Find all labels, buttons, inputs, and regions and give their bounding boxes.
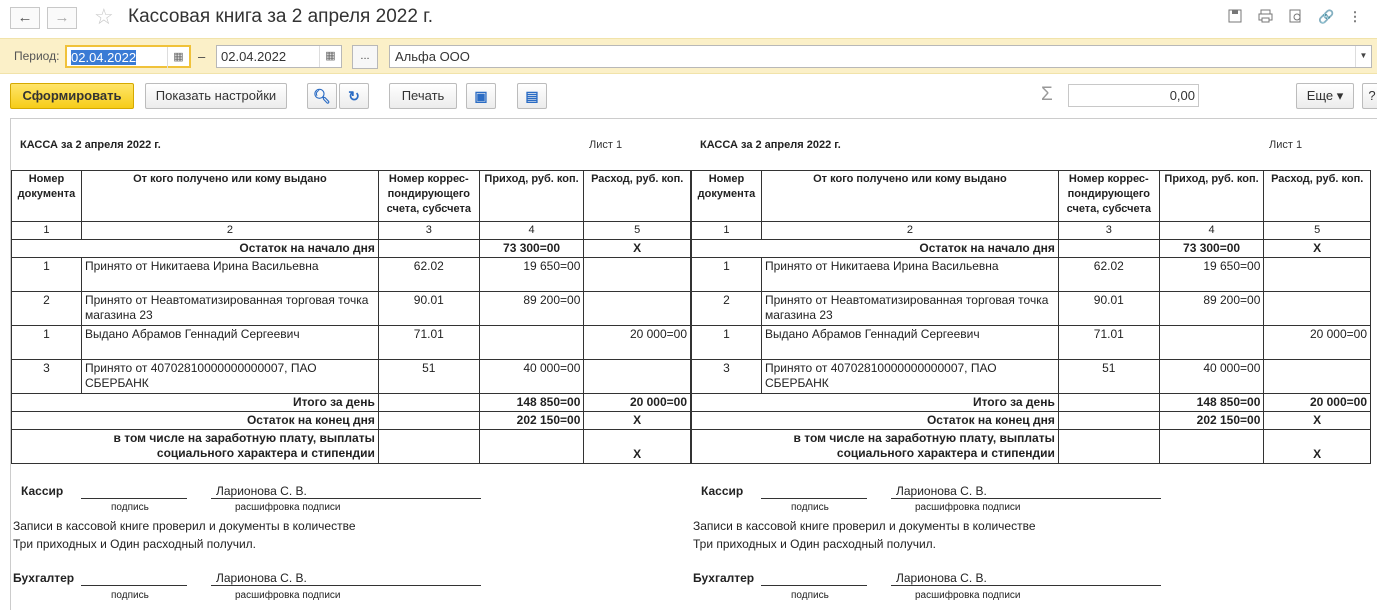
accountant-name: Ларионова С. В. bbox=[896, 571, 987, 585]
row-who: Выдано Абрамов Геннадий Сергеевич bbox=[81, 326, 378, 360]
more-button[interactable]: Еще ▾ bbox=[1296, 83, 1354, 109]
calendar-icon[interactable]: ▦ bbox=[319, 46, 341, 67]
row-who: Принято от 40702810000000000007, ПАО СБЕРБАНК bbox=[761, 360, 1058, 394]
row-doc: 1 bbox=[692, 326, 762, 360]
date-to-field[interactable]: 02.04.2022 ▦ bbox=[216, 45, 342, 68]
col-num: 4 bbox=[1159, 222, 1264, 240]
check-note: Записи в кассовой книге проверил и документы в количестве bbox=[693, 519, 1036, 533]
received-note: Три приходных и Один расходный получил. bbox=[693, 537, 936, 551]
row-expense bbox=[1264, 360, 1371, 394]
cashier-name-line bbox=[891, 498, 1161, 499]
table-row bbox=[692, 360, 1371, 394]
row-expense bbox=[1264, 258, 1371, 292]
row-doc: 1 bbox=[12, 326, 82, 360]
total-row bbox=[12, 394, 691, 412]
salary-row bbox=[692, 430, 1371, 464]
col-num: 5 bbox=[1264, 222, 1371, 240]
search-icon[interactable]: 🔍︎ bbox=[307, 83, 337, 109]
table-row bbox=[12, 360, 691, 394]
opening-expense: X bbox=[584, 240, 691, 258]
cashier-sign-line bbox=[81, 498, 187, 499]
col-num: 1 bbox=[692, 222, 762, 240]
back-button[interactable]: ← bbox=[10, 7, 40, 29]
col-num: 2 bbox=[81, 222, 378, 240]
header-doc: Номер документа bbox=[12, 171, 82, 222]
favorite-star-icon[interactable]: ☆ bbox=[94, 4, 114, 29]
report-page-left bbox=[11, 119, 691, 610]
col-num: 3 bbox=[1058, 222, 1159, 240]
row-who: Принято от 40702810000000000007, ПАО СБЕРБАНК bbox=[81, 360, 378, 394]
generate-button[interactable]: Сформировать bbox=[10, 83, 134, 109]
accountant-decode-caption: расшифровка подписи bbox=[235, 590, 341, 601]
header-row bbox=[692, 171, 1371, 222]
opening-label: Остаток на начало дня bbox=[692, 240, 1059, 258]
help-button[interactable]: ? bbox=[1362, 83, 1377, 109]
row-doc: 1 bbox=[692, 258, 762, 292]
accountant-sign-caption: подпись bbox=[791, 590, 829, 601]
header-who: От кого получено или кому выдано bbox=[81, 171, 378, 222]
salary-label: в том числе на заработную плату, выплаты социального характера и стипендии bbox=[692, 430, 1059, 464]
total-income: 148 850=00 bbox=[479, 394, 584, 412]
salary-row bbox=[12, 430, 691, 464]
sheet-number: Лист 1 bbox=[589, 139, 623, 151]
accountant-sign-caption: подпись bbox=[111, 590, 149, 601]
header-doc: Номер документа bbox=[692, 171, 762, 222]
report-title: КАССА за 2 апреля 2022 г. bbox=[700, 139, 841, 151]
table-row bbox=[12, 292, 691, 326]
table-row bbox=[12, 326, 691, 360]
period-dash: – bbox=[198, 49, 206, 64]
cash-table bbox=[11, 170, 691, 464]
closing-expense: X bbox=[584, 412, 691, 430]
row-income: 19 650=00 bbox=[1159, 258, 1264, 292]
closing-income: 202 150=00 bbox=[479, 412, 584, 430]
period-label: Период: bbox=[14, 49, 60, 63]
report-area bbox=[10, 118, 1377, 610]
calendar-icon[interactable]: ▦ bbox=[167, 47, 189, 68]
column-number-row bbox=[12, 222, 691, 240]
sum-field: 0,00 bbox=[1068, 84, 1199, 107]
report-title: КАССА за 2 апреля 2022 г. bbox=[20, 139, 161, 151]
opening-label: Остаток на начало дня bbox=[12, 240, 379, 258]
print-button[interactable]: Печать bbox=[389, 83, 457, 109]
opening-row bbox=[692, 240, 1371, 258]
total-row bbox=[692, 394, 1371, 412]
print-icon[interactable] bbox=[1257, 9, 1273, 25]
row-account: 71.01 bbox=[378, 326, 479, 360]
row-doc: 3 bbox=[12, 360, 82, 394]
report-page-right bbox=[691, 119, 1371, 610]
col-num: 2 bbox=[761, 222, 1058, 240]
closing-label: Остаток на конец дня bbox=[12, 412, 379, 430]
cashier-name-line bbox=[211, 498, 481, 499]
select-period-button[interactable]: ... bbox=[352, 45, 378, 69]
col-num: 5 bbox=[584, 222, 691, 240]
received-note: Три приходных и Один расходный получил. bbox=[13, 537, 256, 551]
save-icon[interactable] bbox=[1227, 9, 1243, 25]
row-account: 71.01 bbox=[1058, 326, 1159, 360]
date-from-field[interactable]: 02.04.2022 ▦ bbox=[65, 45, 191, 68]
accountant-sign-line bbox=[81, 585, 187, 586]
salary-expense: X bbox=[1264, 430, 1371, 464]
table-row bbox=[692, 326, 1371, 360]
row-who: Принято от Никитаева Ирина Васильевна bbox=[81, 258, 378, 292]
header-income: Приход, руб. коп. bbox=[1159, 171, 1264, 222]
cash-table bbox=[691, 170, 1371, 464]
accountant-label: Бухгалтер bbox=[693, 571, 755, 585]
sum-icon: Σ bbox=[1041, 84, 1053, 105]
row-expense: 20 000=00 bbox=[1264, 326, 1371, 360]
preview-icon[interactable] bbox=[1288, 9, 1304, 25]
row-income: 40 000=00 bbox=[1159, 360, 1264, 394]
row-expense bbox=[584, 292, 691, 326]
preview-icon[interactable]: ▣ bbox=[466, 83, 496, 109]
total-label: Итого за день bbox=[12, 394, 379, 412]
accountant-label: Бухгалтер bbox=[13, 571, 75, 585]
row-who: Принято от Неавтоматизированная торговая точка магазина 23 bbox=[761, 292, 1058, 326]
row-account: 51 bbox=[1058, 360, 1159, 394]
total-label: Итого за день bbox=[692, 394, 1059, 412]
cashier-decode-caption: расшифровка подписи bbox=[235, 502, 341, 513]
column-number-row bbox=[692, 222, 1371, 240]
cashier-sign-caption: подпись bbox=[791, 502, 829, 513]
closing-label: Остаток на конец дня bbox=[692, 412, 1059, 430]
col-num: 1 bbox=[12, 222, 82, 240]
salary-expense: X bbox=[584, 430, 691, 464]
cashier-name: Ларионова С. В. bbox=[216, 484, 307, 498]
table-row bbox=[692, 258, 1371, 292]
closing-income: 202 150=00 bbox=[1159, 412, 1264, 430]
row-doc: 1 bbox=[12, 258, 82, 292]
salary-label: в том числе на заработную плату, выплаты социального характера и стипендии bbox=[12, 430, 379, 464]
row-who: Принято от Неавтоматизированная торговая точка магазина 23 bbox=[81, 292, 378, 326]
opening-row bbox=[12, 240, 691, 258]
check-note: Записи в кассовой книге проверил и документы в количестве bbox=[13, 519, 356, 533]
col-num: 4 bbox=[479, 222, 584, 240]
accountant-sign-line bbox=[761, 585, 867, 586]
closing-row bbox=[12, 412, 691, 430]
link-icon[interactable]: 🔗 bbox=[1318, 9, 1335, 24]
row-doc: 2 bbox=[692, 292, 762, 326]
closing-expense: X bbox=[1264, 412, 1371, 430]
header-row bbox=[12, 171, 691, 222]
header-expense: Расход, руб. коп. bbox=[1264, 171, 1371, 222]
accountant-name: Ларионова С. В. bbox=[216, 571, 307, 585]
filter-bar bbox=[0, 38, 1377, 74]
col-num: 3 bbox=[378, 222, 479, 240]
row-doc: 3 bbox=[692, 360, 762, 394]
forward-button[interactable]: → bbox=[47, 7, 77, 29]
closing-row bbox=[692, 412, 1371, 430]
row-income: 89 200=00 bbox=[479, 292, 584, 326]
row-account: 62.02 bbox=[1058, 258, 1159, 292]
row-account: 90.01 bbox=[1058, 292, 1159, 326]
sheet-number: Лист 1 bbox=[1269, 139, 1303, 151]
row-expense bbox=[584, 360, 691, 394]
table-row bbox=[12, 258, 691, 292]
row-income: 40 000=00 bbox=[479, 360, 584, 394]
show-settings-button[interactable]: Показать настройки bbox=[145, 83, 287, 109]
dropdown-icon[interactable]: ▼ bbox=[1355, 46, 1371, 67]
row-expense: 20 000=00 bbox=[584, 326, 691, 360]
cashier-sign-caption: подпись bbox=[111, 502, 149, 513]
row-who: Выдано Абрамов Геннадий Сергеевич bbox=[761, 326, 1058, 360]
header-expense: Расход, руб. коп. bbox=[584, 171, 691, 222]
search-refresh-icon[interactable]: ↻ bbox=[339, 83, 369, 109]
row-income bbox=[1159, 326, 1264, 360]
total-expense: 20 000=00 bbox=[1264, 394, 1371, 412]
opening-income: 73 300=00 bbox=[1159, 240, 1264, 258]
cashier-label: Кассир bbox=[701, 484, 744, 498]
command-bar bbox=[0, 76, 1377, 116]
header-account: Номер коррес-пондирующего счета, субсчета bbox=[1058, 171, 1159, 222]
save-icon[interactable]: ▤ bbox=[517, 83, 547, 109]
organization-field[interactable]: Альфа ООО ▼ bbox=[389, 45, 1372, 68]
window-titlebar bbox=[0, 0, 1377, 36]
table-row bbox=[692, 292, 1371, 326]
cashier-label: Кассир bbox=[21, 484, 64, 498]
row-account: 62.02 bbox=[378, 258, 479, 292]
window-title: Кассовая книга за 2 апреля 2022 г. bbox=[128, 6, 434, 27]
row-who: Принято от Никитаева Ирина Васильевна bbox=[761, 258, 1058, 292]
header-who: От кого получено или кому выдано bbox=[761, 171, 1058, 222]
accountant-name-line bbox=[211, 585, 481, 586]
total-expense: 20 000=00 bbox=[584, 394, 691, 412]
header-account: Номер коррес-пондирующего счета, субсчета bbox=[378, 171, 479, 222]
row-doc: 2 bbox=[12, 292, 82, 326]
row-account: 90.01 bbox=[378, 292, 479, 326]
row-income bbox=[479, 326, 584, 360]
row-income: 19 650=00 bbox=[479, 258, 584, 292]
accountant-decode-caption: расшифровка подписи bbox=[915, 590, 1021, 601]
opening-income: 73 300=00 bbox=[479, 240, 584, 258]
more-icon[interactable]: ⋮ bbox=[1348, 9, 1362, 24]
row-expense bbox=[584, 258, 691, 292]
accountant-name-line bbox=[891, 585, 1161, 586]
total-income: 148 850=00 bbox=[1159, 394, 1264, 412]
cashier-decode-caption: расшифровка подписи bbox=[915, 502, 1021, 513]
opening-expense: X bbox=[1264, 240, 1371, 258]
row-income: 89 200=00 bbox=[1159, 292, 1264, 326]
row-expense bbox=[1264, 292, 1371, 326]
row-account: 51 bbox=[378, 360, 479, 394]
header-income: Приход, руб. коп. bbox=[479, 171, 584, 222]
cashier-name: Ларионова С. В. bbox=[896, 484, 987, 498]
cashier-sign-line bbox=[761, 498, 867, 499]
